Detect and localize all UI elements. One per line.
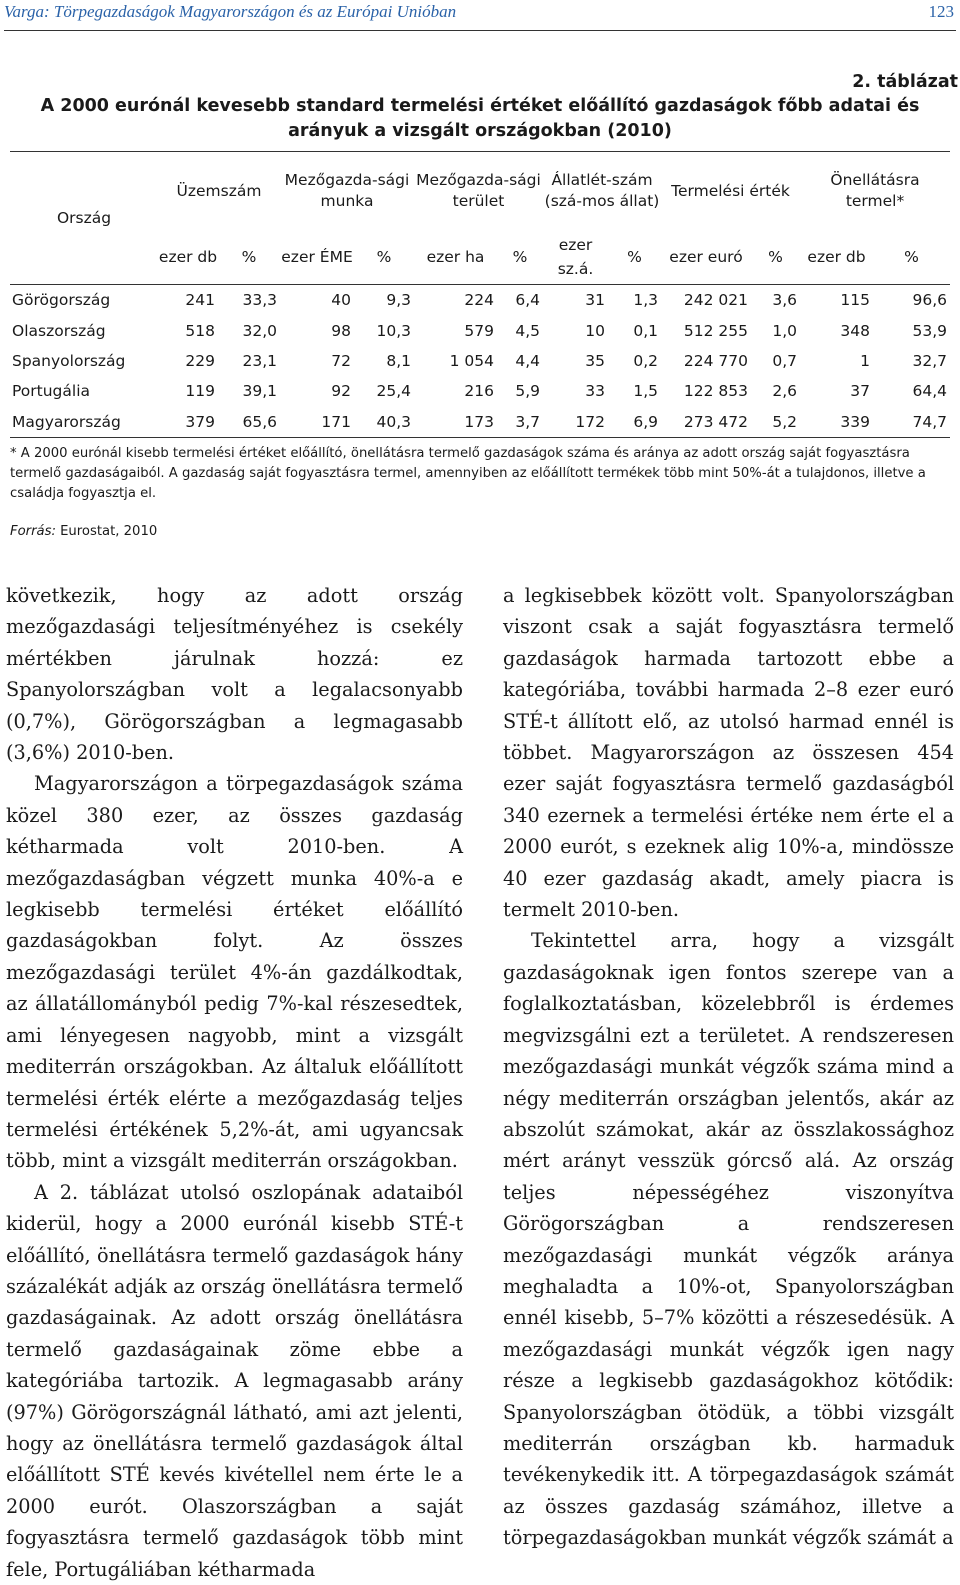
table-footnote: * A 2000 eurónál kisebb termelési értéket előállító, önellátásra termelő gazdaságok száma és aránya az adott ország saját fogyasztásra termelő gazdaságaiból. A gazdaság saját fogyasztásra termel, amennyiben az előállított termékek több mint 50%-át a tulajdonos, illetve a családja fogyasztja el. — [10, 446, 926, 501]
paragraph: Magyarországon a törpegazdaságok száma közel 380 ezer, az összes gazdaság kétharmada volt 2010-ben. A mezőgazdaságban végzett munka 40%-a e legkisebb termelési értéket előállító gazdaságokban folyt. Az összes mezőgazdasági terület 4%-án gazdálkodtak, az állatállományból pedig 7%-kal részesedtek, ami lényegesen nagyobb, mint a vizsgált mediterrán országokban. Az általuk előállított termelési érték elérte a mezőgazdaság teljes termelési értékének 5,2%-át, ami ugyancsak több, mint a vizsgált mediterrán országokban. — [6, 772, 463, 1173]
table-cell: 3,6 — [772, 291, 798, 310]
table-cell: 579 — [464, 321, 494, 340]
group-header: Üzemszám — [176, 181, 262, 200]
group-header: Mezőgazda-sági munka — [284, 171, 410, 210]
table-cell: 242 021 — [683, 291, 748, 310]
table-cell: 115 — [840, 291, 871, 310]
country-cell: Portugália — [12, 382, 90, 401]
unit-header: ezer ha — [426, 248, 485, 266]
table-cell: 6,4 — [515, 291, 540, 310]
paragraph: a legkisebbek között volt. Spanyolországban viszont csak a saját fogyasztásra termelő gazdaságok harmada tartozott ebbe a kategóriába, további harmada 2–8 ezer euró STÉ-t állított elő, az utolsó harmad ennél is többet. Magyarországon az összesen 454 ezer saját fogyasztásra termelő gazdaságból 340 ezernek a termelési értéke nem érte el a 2000 eurót, s ezeknek alig 10%-a, mindössze 40 ezer gazdaság akadt, amely piacra is termelt 2010-ben. — [503, 584, 954, 922]
table-cell: 1,3 — [633, 291, 658, 310]
pct-header: % — [512, 248, 528, 266]
table-cell: 6,9 — [633, 412, 658, 431]
table-title-line2: arányuk a vizsgált országokban (2010) — [288, 121, 672, 141]
table-cell: 2,6 — [772, 382, 798, 401]
table-row — [10, 346, 950, 376]
table-cell: 518 — [185, 321, 215, 340]
pct-header: % — [241, 248, 257, 266]
group-header: Állatlét-szám (szá-mos állat) — [544, 171, 660, 210]
table-cell: 339 — [840, 412, 871, 431]
table-cell: 122 853 — [683, 382, 748, 401]
table-cell: 3,7 — [515, 412, 540, 431]
table-cell: 23,1 — [242, 351, 277, 370]
table-cell: 25,4 — [376, 382, 411, 401]
table-cell: 0,2 — [633, 351, 658, 370]
pct-header: % — [904, 248, 919, 266]
group-header: Mezőgazda-sági terület — [416, 171, 541, 210]
pct-header: % — [376, 248, 392, 266]
table-cell: 1 054 — [449, 351, 494, 370]
table-cell: 32,7 — [912, 351, 948, 370]
country-cell: Olaszország — [12, 321, 106, 340]
table-cell: 241 — [185, 291, 215, 310]
table-cell: 92 — [331, 382, 351, 401]
table-cell: 512 255 — [683, 321, 748, 340]
running-title: Varga: Törpegazdaságok Magyarországon és az Európai Unióban — [4, 2, 457, 21]
source-label: Forrás: — [10, 524, 56, 539]
table-cell: 1,5 — [633, 382, 658, 401]
table-cell: 229 — [185, 351, 215, 370]
table-cell: 171 — [321, 412, 351, 431]
table-cell: 32,0 — [242, 321, 277, 340]
table-cell: 173 — [464, 412, 494, 431]
table-cell: 5,9 — [515, 382, 540, 401]
table-cell: 4,5 — [515, 321, 540, 340]
table-row — [10, 376, 950, 406]
unit-header: ezer db — [158, 248, 218, 266]
data-table — [10, 151, 950, 438]
unit-header: ezer euró — [669, 248, 743, 266]
table-cell: 348 — [840, 321, 871, 340]
page-number: 123 — [928, 2, 954, 21]
table-cell: 8,1 — [386, 351, 411, 370]
table-cell: 65,6 — [242, 412, 277, 431]
pct-header: % — [768, 248, 783, 266]
body-column-left — [6, 580, 463, 1585]
table-cell: 9,3 — [386, 291, 411, 310]
table-row — [10, 407, 950, 438]
table-cell: 96,6 — [912, 291, 948, 310]
table-cell: 72 — [331, 351, 351, 370]
table-cell: 379 — [185, 412, 215, 431]
table-source — [10, 524, 157, 539]
table-cell: 33 — [585, 382, 605, 401]
table-cell: 224 770 — [683, 351, 748, 370]
table-cell: 0,7 — [772, 351, 798, 370]
table-cell: 39,1 — [242, 382, 277, 401]
paragraph: A 2. táblázat utolsó oszlopának adataiból kiderül, hogy a 2000 eurónál kisebb STÉ-t előállító, önellátásra termelő gazdaságok hány százalékát adják az ország önellátásra termelő gazdaságainak. Az adott ország önellátásra termelő gazdaságainak zöme ebbe a kategóriába tartozik. A legmagasabb arány (97%) Görögországnál látható, ami azt jelenti, hogy az önellátásra termelő gazdaságok által előállított STÉ kevés kivétellel nem érte le a 2000 eurót. Olaszországban a saját fogyasztásra termelő gazdaságok több mint fele, Portugáliában kétharmada — [6, 1180, 463, 1581]
table-cell: 74,7 — [912, 412, 948, 431]
country-cell: Görögország — [12, 291, 111, 310]
table-cell: 10 — [585, 321, 605, 340]
table-cell: 273 472 — [683, 412, 748, 431]
paragraph: következik, hogy az adott ország mezőgazdasági teljesítményéhez is csekély mértékben járulnak hozzá: ez Spanyolországban volt a legalacsonyabb (0,7%), Görögországban a legmagasabb (3,6%) 2010-ben. — [6, 584, 463, 765]
group-header: Termelési érték — [671, 181, 790, 200]
table-label: 2. táblázat — [852, 72, 958, 92]
group-header: Önellátásra termel* — [830, 171, 920, 210]
table-cell: 64,4 — [912, 382, 948, 401]
country-cell: Magyarország — [12, 412, 121, 431]
unit-header: ezer sz.á. — [557, 236, 594, 278]
table-cell: 1 — [860, 351, 871, 370]
table-cell: 53,9 — [912, 321, 948, 340]
table-row — [10, 315, 950, 345]
source-text: Eurostat, 2010 — [55, 524, 158, 539]
table-cell: 37 — [850, 382, 871, 401]
table-cell: 172 — [575, 412, 605, 431]
table-cell: 119 — [185, 382, 215, 401]
table-cell: 5,2 — [772, 412, 798, 431]
table-cell: 98 — [331, 321, 351, 340]
table-cell: 10,3 — [376, 321, 411, 340]
table-body — [10, 285, 950, 438]
country-cell: Spanyolország — [12, 351, 126, 370]
table-cell: 40 — [331, 291, 351, 310]
table-cell: 0,1 — [633, 321, 658, 340]
table-cell: 31 — [585, 291, 605, 310]
body-column-right — [503, 580, 954, 1554]
pct-header: % — [627, 248, 642, 266]
table-cell: 224 — [464, 291, 494, 310]
table-cell: 1,0 — [772, 321, 798, 340]
country-header: Ország — [56, 208, 112, 227]
table-title-line1: A 2000 eurónál kevesebb standard termelési értéket előállító gazdaságok főbb adatai és — [40, 96, 920, 116]
table-cell: 35 — [585, 351, 605, 370]
table-cell: 4,4 — [515, 351, 540, 370]
paragraph: Tekintettel arra, hogy a vizsgált gazdaságoknak igen fontos szerepe van a foglalkoztatásban, közelebbről is érdemes megvizsgálni ezt a területet. A rendszeresen mezőgazdasági munkát végzők száma mind a négy mediterrán országban jelentős, akár az abszolút számokat, akár az összlakossághoz mért arányt vesszük górcső alá. Az ország teljes népességéhez viszonyítva Görögországban a rendszeresen mezőgazdasági munkát végzők aránya meghaladta a 10%-ot, Spanyolországban ennél kisebb, 5–7% közötti a részesedésük. A mezőgazdasági munkát végzők igen nagy része a legkisebb gazdaságokhoz kötődik: Spanyolországban ötödük, a többi vizsgált mediterrán országban kb. harmaduk tevékenykedik itt. A törpegazdaságok számát az összes gazdaság számához, illetve a törpegazdaságokban munkát végzők számát a — [503, 929, 954, 1550]
table-cell: 40,3 — [376, 412, 411, 431]
table-cell: 216 — [464, 382, 494, 401]
table-row — [10, 285, 950, 316]
table-cell: 33,3 — [242, 291, 277, 310]
running-header — [4, 0, 956, 31]
unit-header: ezer ÉME — [281, 248, 353, 266]
unit-header: ezer db — [807, 248, 866, 266]
